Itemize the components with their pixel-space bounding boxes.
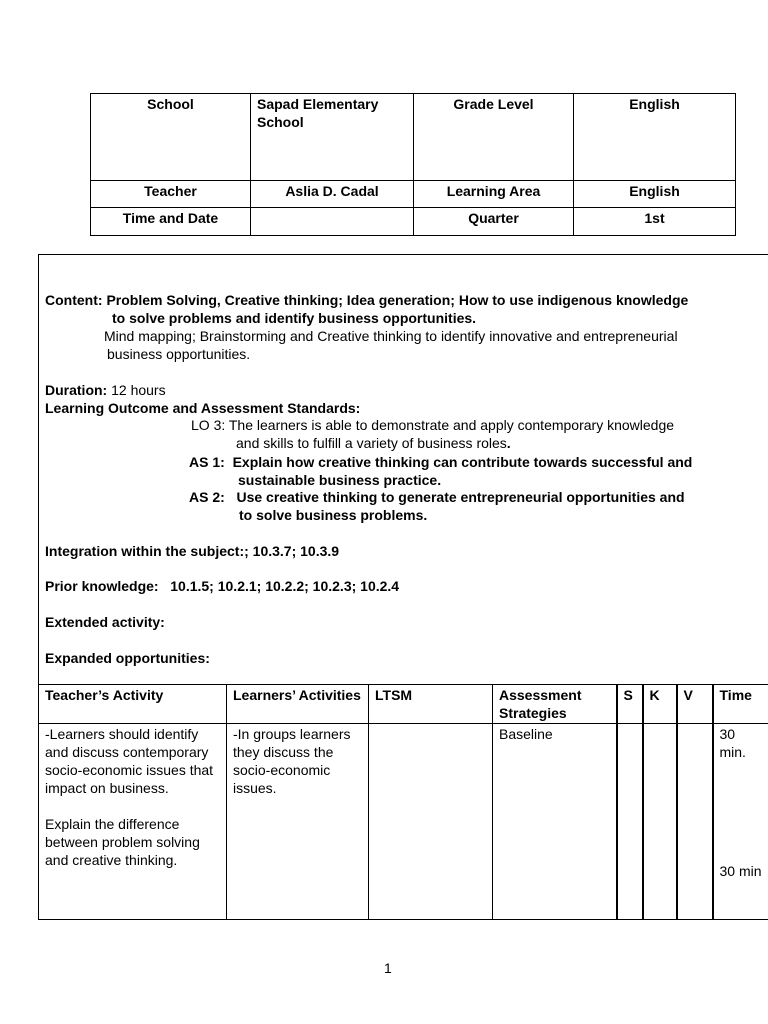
as2-text-2: to solve business problems. [239, 507, 428, 523]
as1-label: AS 1: [189, 454, 225, 470]
prior-knowledge-label: Prior knowledge: [45, 578, 159, 594]
duration-value: 12 hours [111, 382, 166, 398]
lo3-line-2-period: . [506, 435, 511, 451]
as2-text-1: Use creative thinking to generate entrepreneurial opportunities and [236, 489, 685, 505]
lo3-line-1: LO 3: The learners is able to demonstrate and apply contemporary knowledge [191, 417, 675, 433]
as1-line-1 [189, 453, 692, 471]
page-number: 1 [384, 960, 392, 976]
outcomes-heading: Learning Outcome and Assessment Standards: [45, 400, 361, 416]
col-time: Time [713, 685, 768, 724]
learning-area-value: English [574, 181, 736, 208]
time-1: 30 min. [719, 726, 746, 760]
content-text-3: Mind mapping; Brainstorming and Creative thinking to identify innovative and entrepreneurial [104, 328, 678, 344]
content-text-1: Problem Solving, Creative thinking; Idea generation; How to use indigenous knowledge [106, 292, 689, 308]
grade-level-label: Grade Level [414, 94, 574, 181]
col-v: V [677, 685, 713, 724]
integration: Integration within the subject:; 10.3.7; 10.3.9 [45, 543, 340, 559]
grade-level-value: English [574, 94, 736, 181]
ltsm-cell [369, 724, 493, 920]
teacher-activity-cell [39, 724, 227, 920]
quarter-label: Quarter [414, 208, 574, 236]
col-k: K [643, 685, 677, 724]
lo3-line-2-text: and skills to fulfill a variety of business roles [236, 435, 507, 451]
teacher-label: Teacher [91, 181, 251, 208]
col-learners-activities: Learners’ Activities [227, 685, 369, 724]
lo3-line-2 [236, 434, 511, 452]
learners-activity-cell: -In groups learners they discuss the socio-economic issues. [227, 724, 369, 920]
content-text-4: business opportunities. [107, 346, 251, 362]
prior-knowledge [45, 577, 399, 595]
assessment-cell: Baseline [493, 724, 617, 920]
as2-label: AS 2: [189, 489, 225, 505]
content-line-1 [45, 291, 688, 309]
as1-text-2: sustainable business practice. [238, 472, 442, 488]
time-date-value [251, 208, 414, 236]
table-row [39, 724, 768, 920]
as1-text-1: Explain how creative thinking can contribute towards successful and [232, 454, 693, 470]
s-cell [617, 724, 643, 920]
content-text-2: to solve problems and identify business opportunities. [112, 310, 477, 326]
as2-line-1 [189, 488, 685, 506]
teacher-value: Aslia D. Cadal [251, 181, 414, 208]
col-ltsm: LTSM [369, 685, 493, 724]
k-cell [643, 724, 677, 920]
teacher-activity-1: -Learners should identify and discuss contemporary socio-economic issues that impact on business. [45, 726, 214, 796]
school-label: School [91, 94, 251, 181]
quarter-value: 1st [574, 208, 736, 236]
col-s: S [617, 685, 643, 724]
duration-label: Duration: [45, 382, 108, 398]
time-2: 30 min [719, 863, 762, 879]
expanded-opportunities: Expanded opportunities: [45, 650, 210, 666]
prior-knowledge-value: 10.1.5; 10.2.1; 10.2.2; 10.2.3; 10.2.4 [170, 578, 400, 594]
col-teacher-activity: Teacher’s Activity [39, 685, 227, 724]
duration [45, 381, 166, 399]
time-cell [713, 724, 768, 920]
content-label: Content: [45, 292, 103, 308]
extended-activity: Extended activity: [45, 614, 165, 630]
header-table [90, 93, 736, 236]
teacher-activity-2: Explain the difference between problem solving and creative thinking. [45, 816, 200, 868]
learning-area-label: Learning Area [414, 181, 574, 208]
time-date-label: Time and Date [91, 208, 251, 236]
school-value: Sapad Elementary School [251, 94, 414, 181]
col-assessment-strategies: Assessment Strategies [493, 685, 617, 724]
lesson-plan-table [38, 684, 768, 920]
v-cell [677, 724, 713, 920]
